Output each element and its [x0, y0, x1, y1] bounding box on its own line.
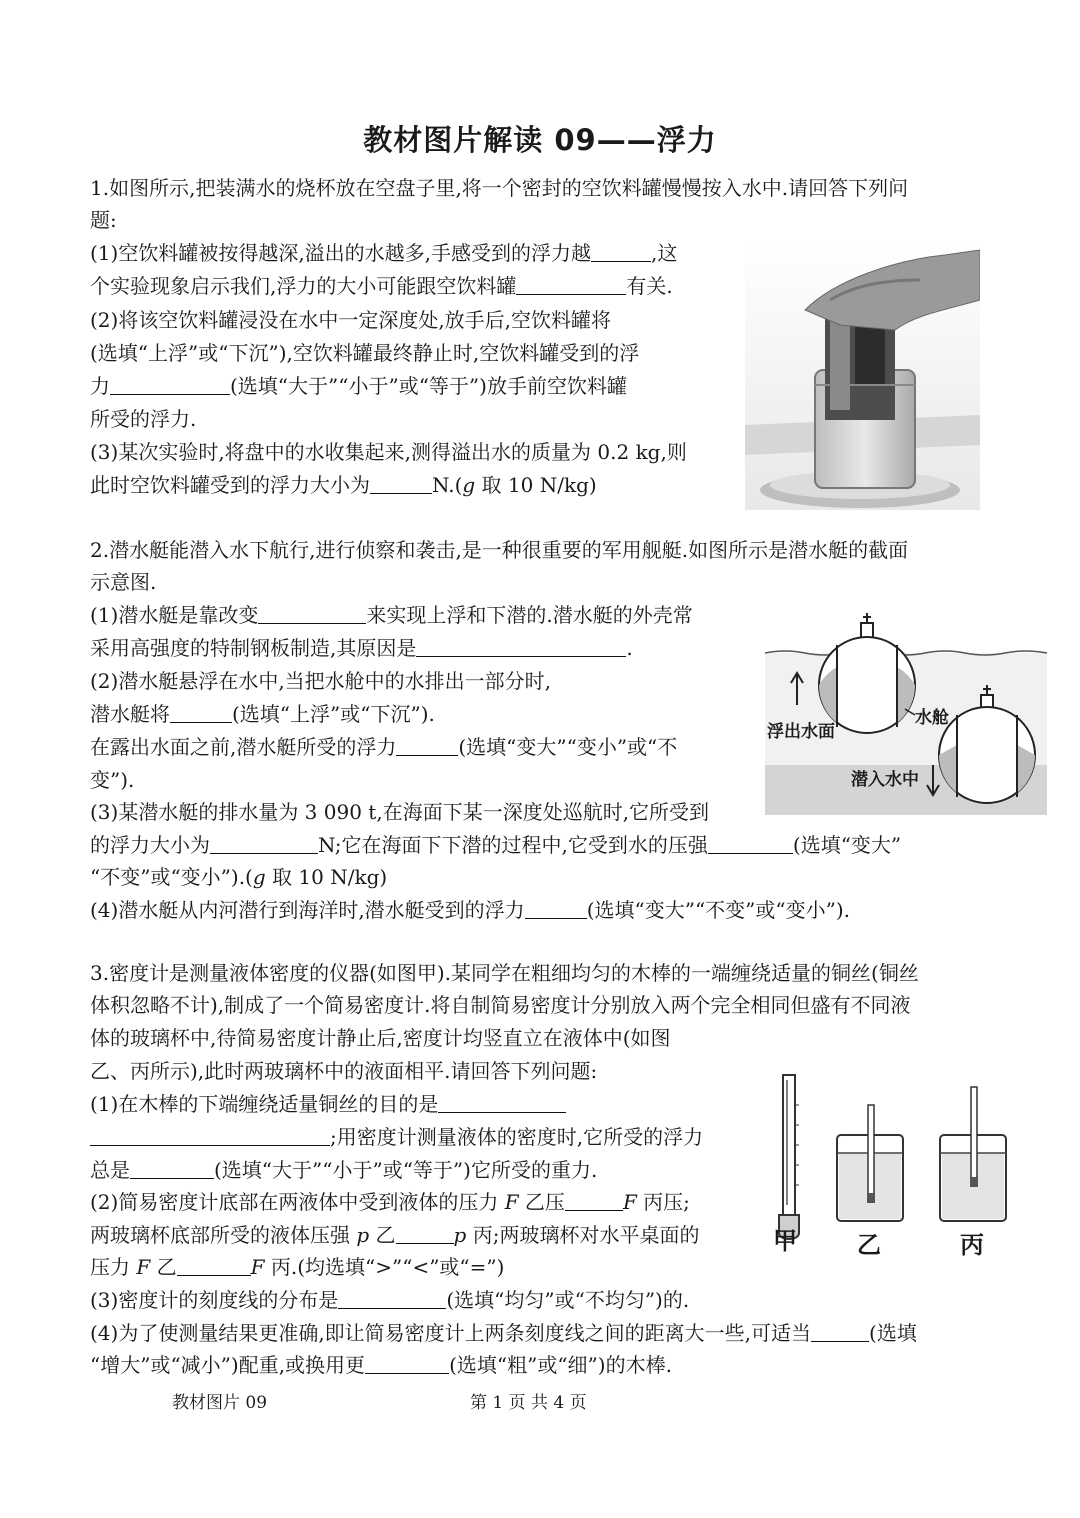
q2-p2e-text: (选填“变大”“变小”或“不	[458, 735, 678, 759]
q2-part2-line-1: (2)潜水艇悬浮在水中,当把水舱中的水排出一部分时,	[90, 669, 552, 693]
q3-part2-line-1	[90, 1189, 690, 1215]
q3-stem-line-4: 乙、丙所示),此时两玻璃杯中的液面相平.请回答下列问题:	[90, 1059, 598, 1083]
q3-p1d-text: (选填“大于”“小于”或“等于”)它所受的重力.	[214, 1158, 598, 1182]
q3-part1-line-1	[90, 1091, 566, 1117]
q2-p1d-text: .	[626, 636, 633, 660]
q3-p2i-text: 丙.(均选填“>”“<”或“=”)	[264, 1255, 505, 1279]
q1-part3-line-2	[90, 472, 597, 498]
q3-blank-5[interactable]	[177, 1257, 251, 1276]
q1-stem-line-2: 题:	[90, 208, 117, 232]
label-dive: 潜入水中	[851, 770, 919, 790]
q3-p2d-text: 两玻璃杯底部所受的液体压强	[90, 1223, 357, 1247]
q2-g-symbol: g	[252, 865, 266, 889]
q1-part1-line-2	[90, 273, 673, 299]
q1-blank-1[interactable]	[591, 243, 651, 262]
q1-p1c-text: 个实验现象启示我们,浮力的大小可能跟空饮料罐	[90, 274, 517, 298]
can-beaker-illustration	[745, 240, 980, 510]
q1-blank-4[interactable]	[110, 376, 230, 395]
q2-p3b-text: 的浮力大小为	[90, 833, 210, 857]
q2-part2-line-3	[90, 734, 677, 760]
q1-blank-2[interactable]	[516, 276, 626, 295]
q1-figure-can-in-beaker	[745, 240, 980, 510]
q2-blank-2[interactable]	[416, 638, 626, 657]
q3-blank-1[interactable]	[438, 1094, 566, 1113]
q2-p3f-text: 取 10 N/kg)	[265, 865, 388, 889]
q2-p1a-text: (1)潜水艇是靠改变	[90, 603, 259, 627]
q2-part2-line-2	[90, 701, 435, 727]
q3-p-symbol-2: p	[453, 1223, 467, 1247]
q3-p4c-text: “增大”或“减小”)配重,或换用更	[90, 1353, 366, 1377]
q2-p1b-text: 来实现上浮和下潜的.潜水艇的外壳常	[366, 603, 693, 627]
q1-p2c-text: 力	[90, 374, 110, 398]
q1-part2-line-2	[90, 340, 639, 366]
q3-F-symbol-1: F	[504, 1190, 519, 1214]
q3-blank-2[interactable]	[130, 1160, 214, 1179]
q1-g-symbol: g	[462, 473, 476, 497]
label-bing: 丙	[960, 1231, 984, 1259]
q2-p4a-text: (4)潜水艇从内河潜行到海洋时,潜水艇受到的浮力	[90, 898, 525, 922]
q3-stem-line-1: 3.密度计是测量液体密度的仪器(如图甲).某同学在粗细均匀的木棒的一端缠绕适量的铜丝(铜丝	[90, 961, 919, 985]
label-ballast-tank: 水舱	[915, 708, 949, 728]
q3-p2b-text: 乙压	[518, 1190, 565, 1214]
q1-part2-line-4: 所受的浮力.	[90, 407, 197, 431]
q1-blank-5[interactable]	[370, 475, 432, 494]
q3-blank-1-cont[interactable]	[90, 1127, 330, 1146]
q2-p2d-text: 在露出水面之前,潜水艇所受的浮力	[90, 735, 397, 759]
q3-F-symbol-3: F	[136, 1255, 151, 1279]
q1-part3-line-1: (3)某次实验时,将盘中的水收集起来,测得溢出水的质量为 0.2 kg,则	[90, 440, 687, 464]
q3-blank-4[interactable]	[396, 1225, 454, 1244]
q1-p3b-text: 此时空饮料罐受到的浮力大小为	[90, 473, 370, 497]
q3-p-symbol-1: p	[356, 1223, 370, 1247]
q3-part2-line-2	[90, 1222, 699, 1248]
q2-blank-6[interactable]	[708, 835, 793, 854]
q2-stem-line-2: 示意图.	[90, 570, 157, 594]
q2-p1c-text: 采用高强度的特制钢板制造,其原因是	[90, 636, 417, 660]
q1-part2-line-3	[90, 373, 627, 399]
q1-stem-line-1: 1.如图所示,把装满水的烧杯放在空盘子里,将一个密封的空饮料罐慢慢按入水中.请回答下列问	[90, 176, 909, 200]
q2-p2c-text: (选填“上浮”或“下沉”).	[232, 702, 435, 726]
q3-p2g-text: 压力	[90, 1255, 137, 1279]
q3-p1c-text: 总是	[90, 1158, 130, 1182]
q1-p1-text-end: ,这	[651, 241, 678, 265]
q2-p3e-text: “不变”或“变小”).(	[90, 865, 253, 889]
q3-figure-hydrometers	[765, 1065, 1010, 1260]
label-yi: 乙	[857, 1231, 881, 1259]
q3-p2f-text: 丙;两玻璃杯对水平桌面的	[466, 1223, 700, 1247]
q2-p3d-text: (选填“变大”	[792, 833, 902, 857]
q2-stem-line-1: 2.潜水艇能潜入水下航行,进行侦察和袭击,是一种很重要的军用舰艇.如图所示是潜水艇的截面	[90, 538, 909, 562]
q3-p2c-text: 丙压;	[636, 1190, 690, 1214]
q1-p2b-text: (选填“上浮”或“下沉”),空饮料罐最终静止时,空饮料罐受到的浮	[90, 341, 640, 365]
q2-part4-line-1	[90, 897, 850, 923]
q1-p1d-text: 有关.	[626, 274, 673, 298]
q2-part3-line-2	[90, 832, 901, 858]
q3-p3b-text: (选填“均匀”或“不均匀”)的.	[446, 1288, 690, 1312]
q2-blank-3[interactable]	[170, 704, 232, 723]
q3-p2a-text: (2)简易密度计底部在两液体中受到液体的压力	[90, 1190, 505, 1214]
q3-part4-line-1	[90, 1320, 917, 1346]
label-surface: 浮出水面	[767, 722, 835, 742]
q2-p3c-text: N;它在海面下下潜的过程中,它受到水的压强	[318, 833, 708, 857]
q3-stem-line-3: 体的玻璃杯中,待简易密度计静止后,密度计均竖直立在液体中(如图	[90, 1026, 671, 1050]
q3-part1-line-3	[90, 1157, 597, 1183]
q1-p3d-text: 取 10 N/kg)	[475, 473, 597, 497]
q3-p2e-text: 乙	[369, 1223, 396, 1247]
q3-part3-line-1	[90, 1287, 689, 1313]
q2-p4b-text: (选填“变大”“不变”或“变小”).	[586, 898, 850, 922]
q3-p2h-text: 乙	[150, 1255, 177, 1279]
q2-blank-7[interactable]	[525, 900, 587, 919]
q3-blank-3[interactable]	[565, 1192, 623, 1211]
q1-p3c-text: N.(	[432, 473, 463, 497]
footer-page-number: 第 1 页 共 4 页	[470, 1393, 587, 1413]
footer-left: 教材图片 09	[172, 1393, 268, 1413]
q2-p2b-text: 潜水艇将	[90, 702, 170, 726]
q2-part1-line-1	[90, 602, 693, 628]
q3-F-symbol-2: F	[622, 1190, 637, 1214]
q3-blank-6[interactable]	[338, 1290, 446, 1309]
q3-p4a-text: (4)为了使测量结果更准确,即让简易密度计上两条刻度线之间的距离大一些,可适当	[90, 1321, 812, 1345]
q2-blank-4[interactable]	[396, 737, 458, 756]
q2-part3-line-1: (3)某潜水艇的排水量为 3 090 t,在海面下某一深度处巡航时,它所受到	[90, 800, 710, 824]
q3-p4d-text: (选填“粗”或“细”)的木棒.	[449, 1353, 672, 1377]
q2-part2-line-4: 变”).	[90, 768, 135, 792]
q3-blank-7[interactable]	[811, 1323, 869, 1342]
q1-part1-line-1	[90, 240, 677, 266]
q3-p1a-text: (1)在木棒的下端缠绕适量铜丝的目的是	[90, 1092, 439, 1116]
q2-blank-5[interactable]	[210, 835, 318, 854]
q2-figure-submarine	[765, 605, 1047, 815]
q1-p1-text: (1)空饮料罐被按得越深,溢出的水越多,手感受到的浮力越	[90, 241, 592, 265]
label-jia: 甲	[773, 1227, 797, 1255]
q3-part2-line-3	[90, 1254, 504, 1280]
q3-stem-line-2: 体积忽略不计),制成了一个简易密度计.将自制简易密度计分别放入两个完全相同但盛有不同液	[90, 993, 911, 1017]
q3-p4b-text: (选填	[869, 1321, 917, 1345]
q2-blank-1[interactable]	[258, 605, 366, 624]
page-title: 教材图片解读 09——浮力	[363, 123, 717, 157]
q3-p3a-text: (3)密度计的刻度线的分布是	[90, 1288, 339, 1312]
q1-p2d-text: (选填“大于”“小于”或“等于”)放手前空饮料罐	[230, 374, 627, 398]
q2-part1-line-2	[90, 635, 633, 661]
q3-part4-line-2	[90, 1352, 672, 1378]
q3-blank-8[interactable]	[365, 1355, 449, 1374]
q3-F-symbol-4: F	[250, 1255, 265, 1279]
q3-p1b-text: ;用密度计测量液体的密度时,它所受的浮力	[330, 1125, 704, 1149]
q3-part1-line-2	[90, 1124, 703, 1150]
q2-part3-line-3	[90, 864, 387, 890]
q1-part2-line-1: (2)将该空饮料罐浸没在水中一定深度处,放手后,空饮料罐将	[90, 308, 612, 332]
